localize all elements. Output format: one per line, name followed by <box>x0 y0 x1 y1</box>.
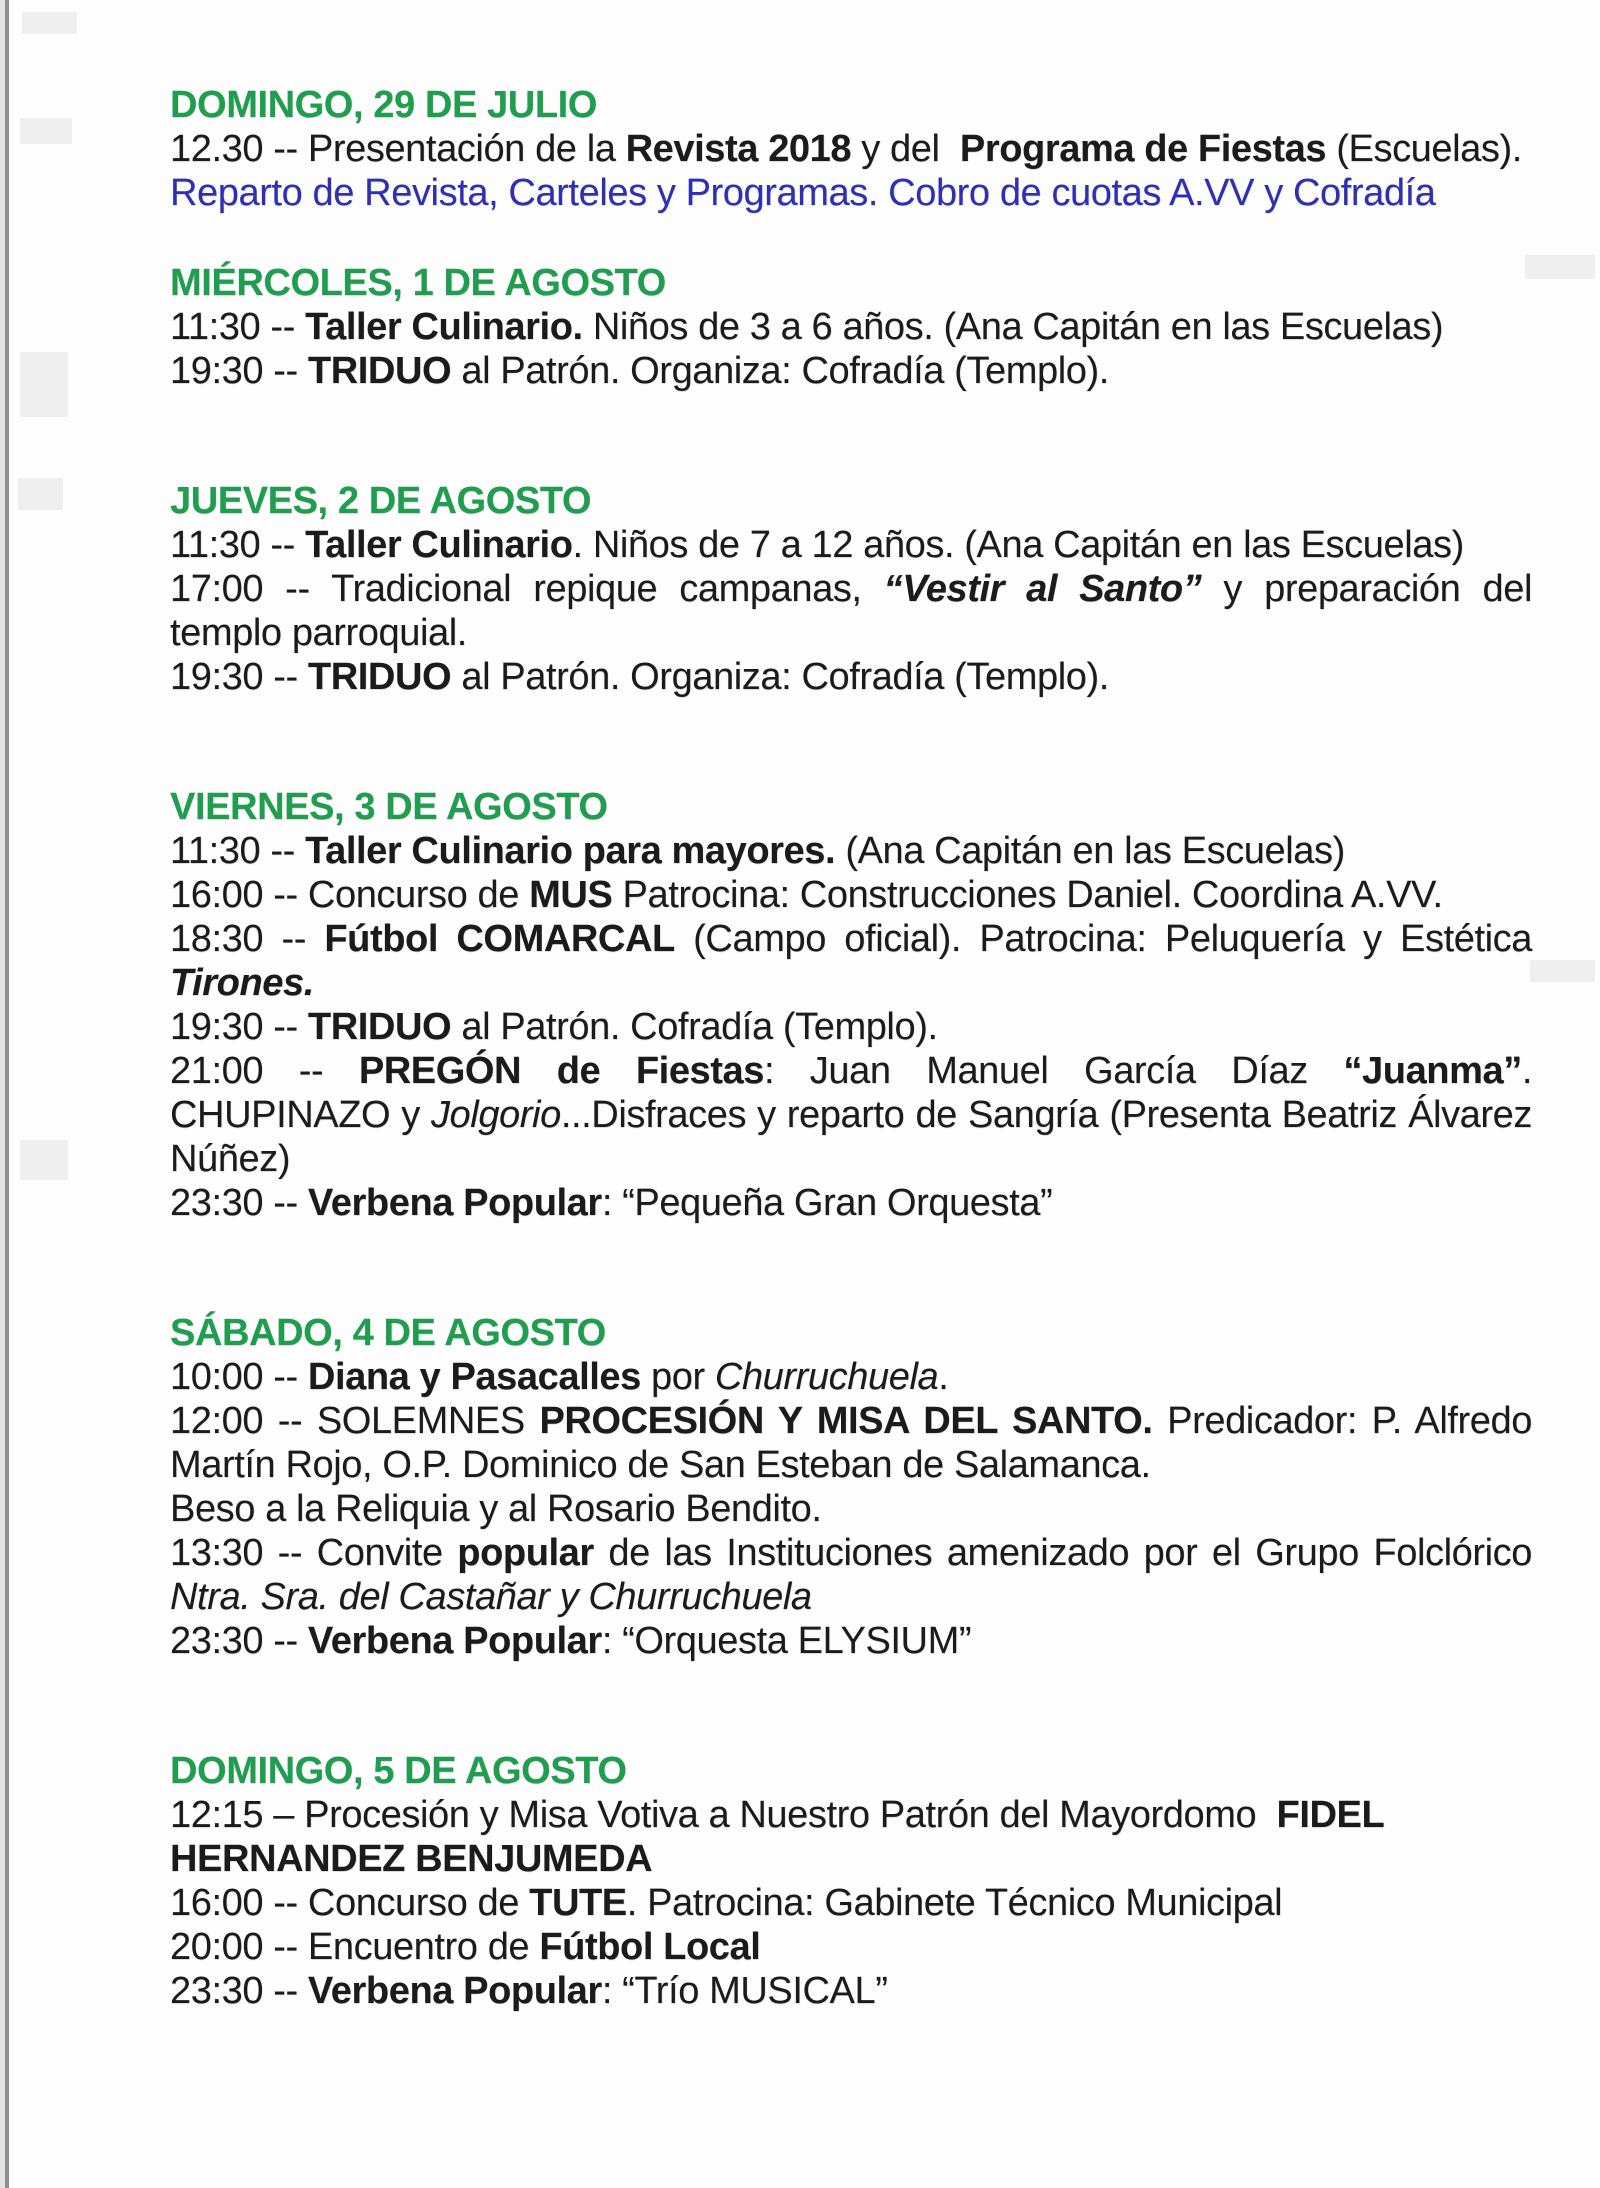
event-line <box>170 523 1532 567</box>
text-segment: Reparto de Revista, Carteles y Programas. Cobro de cuotas A.VV y Cofradía <box>170 172 1436 214</box>
event-line <box>170 1969 1532 2013</box>
event-line <box>170 1837 1532 1881</box>
text-segment: TRIDUO <box>307 656 452 698</box>
text-segment: TRIDUO <box>307 350 452 392</box>
event-line <box>170 655 1532 699</box>
text-segment: Programa de Fiestas <box>959 128 1327 170</box>
text-segment: 16:00 -- Concurso de <box>170 1882 530 1924</box>
scan-artifact <box>18 478 63 510</box>
text-segment: templo parroquial. <box>170 612 467 654</box>
section-heading: DOMINGO, 5 DE AGOSTO <box>170 1750 627 1792</box>
event-line <box>170 305 1532 349</box>
text-segment: Verbena Popular <box>307 1620 602 1662</box>
scan-artifact <box>20 118 72 144</box>
event-line <box>170 1793 1532 1837</box>
event-line <box>170 917 1532 961</box>
text-segment: Niños de 3 a 6 años. (Ana Capitán en las Escuelas) <box>582 306 1444 348</box>
text-segment: Churruchuela <box>714 1356 939 1398</box>
text-segment: 21:00 -- <box>170 1050 359 1092</box>
text-segment: Beso a la Reliquia y al Rosario Bendito. <box>170 1488 822 1530</box>
text-segment: 19:30 -- <box>170 350 308 392</box>
text-segment: . <box>1521 1050 1533 1092</box>
text-segment: 10:00 -- <box>170 1356 308 1398</box>
event-line <box>170 829 1532 873</box>
event-line <box>170 567 1532 611</box>
event-line <box>170 1925 1532 1969</box>
text-segment: Núñez) <box>170 1138 291 1180</box>
text-segment: 18:30 -- <box>170 918 325 960</box>
text-segment: de las Instituciones amenizado por el Grupo Folclórico <box>593 1532 1532 1574</box>
event-line <box>170 1093 1532 1137</box>
text-segment: CHUPINAZO y <box>170 1094 431 1136</box>
scan-artifact <box>1530 960 1595 982</box>
text-segment: 23:30 -- <box>170 1970 308 2012</box>
text-segment: Verbena Popular <box>307 1970 602 2012</box>
text-segment: 16:00 -- Concurso de <box>170 874 530 916</box>
text-segment: al Patrón. Organiza: Cofradía (Templo). <box>451 350 1109 392</box>
text-segment: Fútbol COMARCAL <box>324 918 675 960</box>
event-line <box>170 873 1532 917</box>
text-segment: Ntra. Sra. del Castañar y Churruchuela <box>170 1576 812 1618</box>
text-segment: . Niños de 7 a 12 años. (Ana Capitán en las Escuelas) <box>572 524 1464 566</box>
text-segment: 13:30 -- Convite <box>170 1532 458 1574</box>
text-segment: Taller Culinario para mayores. <box>305 830 836 872</box>
text-segment: MUS <box>529 874 613 916</box>
text-segment: PREGÓN de Fiestas <box>358 1050 765 1092</box>
text-segment: Verbena Popular <box>307 1182 602 1224</box>
text-segment: y del <box>851 128 960 170</box>
scan-artifact <box>1525 255 1595 279</box>
text-segment: 12.30 -- Presentación de la <box>170 128 626 170</box>
text-segment: Taller Culinario. <box>305 306 583 348</box>
text-segment: FIDEL <box>1276 1794 1385 1836</box>
section-heading: JUEVES, 2 DE AGOSTO <box>170 480 592 522</box>
event-line <box>170 171 1532 215</box>
schedule-section-4 <box>170 785 1532 1225</box>
text-segment: (Escuelas). <box>1326 128 1522 170</box>
text-segment: al Patrón. Cofradía (Templo). <box>451 1006 938 1048</box>
event-line <box>170 1399 1532 1443</box>
text-segment: 23:30 -- <box>170 1182 308 1224</box>
text-segment: Tirones. <box>170 962 314 1004</box>
text-segment: . Patrocina: Gabinete Técnico Municipal <box>626 1882 1283 1924</box>
text-segment: Fútbol Local <box>539 1926 761 1968</box>
text-segment: Predicador: P. Alfredo <box>1152 1400 1533 1442</box>
event-line <box>170 1005 1532 1049</box>
text-segment: : “Orquesta ELYSIUM” <box>601 1620 972 1662</box>
event-line <box>170 1487 1532 1531</box>
scan-artifact <box>22 12 77 34</box>
text-segment: (Ana Capitán en las Escuelas) <box>835 830 1345 872</box>
text-segment: y preparación del <box>1201 568 1532 610</box>
section-heading: SÁBADO, 4 DE AGOSTO <box>170 1312 606 1354</box>
text-segment: 11:30 -- <box>170 306 306 348</box>
schedule-section-6 <box>170 1749 1532 2013</box>
scan-artifact <box>20 1140 68 1180</box>
text-segment: TRIDUO <box>307 1006 452 1048</box>
event-line <box>170 1355 1532 1399</box>
text-segment: Patrocina: Construcciones Daniel. Coordina A.VV. <box>612 874 1443 916</box>
text-segment: Taller Culinario <box>305 524 573 566</box>
event-line <box>170 1575 1532 1619</box>
text-segment: HERNANDEZ BENJUMEDA <box>170 1838 653 1880</box>
text-segment: Martín Rojo, O.P. Dominico de San Esteban de Salamanca. <box>170 1444 1151 1486</box>
text-segment: al Patrón. Organiza: Cofradía (Templo). <box>451 656 1109 698</box>
section-heading: MIÉRCOLES, 1 DE AGOSTO <box>170 262 666 304</box>
text-segment: 11:30 -- <box>170 830 306 872</box>
event-line <box>170 349 1532 393</box>
event-line <box>170 1137 1532 1181</box>
text-segment: popular <box>457 1532 594 1574</box>
schedule-section-3 <box>170 479 1532 699</box>
text-segment: “Juanma” <box>1343 1050 1522 1092</box>
event-line <box>170 1181 1532 1225</box>
event-line <box>170 1443 1532 1487</box>
schedule-section-5 <box>170 1311 1532 1663</box>
text-segment: Jolgorio <box>430 1094 561 1136</box>
scan-artifact <box>20 352 68 417</box>
text-segment: 12:00 -- SOLEMNES <box>170 1400 540 1442</box>
event-line <box>170 1881 1532 1925</box>
section-heading: VIERNES, 3 DE AGOSTO <box>170 786 608 828</box>
schedule-section-1 <box>170 83 1532 215</box>
event-line <box>170 127 1532 171</box>
text-segment: (Campo oficial). Patrocina: Peluquería y Estética <box>674 918 1532 960</box>
event-line <box>170 961 1532 1005</box>
text-segment: : “Pequeña Gran Orquesta” <box>601 1182 1053 1224</box>
text-segment: TUTE <box>529 1882 627 1924</box>
text-segment: 19:30 -- <box>170 1006 308 1048</box>
event-line <box>170 611 1532 655</box>
text-segment: ...Disfraces y reparto de Sangría (Presenta Beatriz Álvarez <box>560 1094 1533 1136</box>
text-segment: 19:30 -- <box>170 656 308 698</box>
text-segment: . <box>938 1356 949 1398</box>
text-segment: Revista 2018 <box>625 128 852 170</box>
text-segment: : Juan Manuel García Díaz <box>764 1050 1344 1092</box>
text-segment: 17:00 -- Tradicional repique campanas, <box>170 568 884 610</box>
text-segment: : “Trío MUSICAL” <box>601 1970 888 2012</box>
event-line <box>170 1531 1532 1575</box>
schedule <box>170 83 1532 2013</box>
text-segment: por <box>640 1356 715 1398</box>
text-segment: 23:30 -- <box>170 1620 308 1662</box>
text-segment: “Vestir al Santo” <box>883 568 1202 610</box>
text-segment: PROCESIÓN Y MISA DEL SANTO. <box>539 1400 1153 1442</box>
text-segment: 11:30 -- <box>170 524 306 566</box>
section-heading: DOMINGO, 29 DE JULIO <box>170 84 597 126</box>
schedule-section-2 <box>170 261 1532 393</box>
event-line <box>170 1049 1532 1093</box>
text-segment: 12:15 – Procesión y Misa Votiva a Nuestro Patrón del Mayordomo <box>170 1794 1277 1836</box>
text-segment: Diana y Pasacalles <box>307 1356 641 1398</box>
event-line <box>170 1619 1532 1663</box>
text-segment: 20:00 -- Encuentro de <box>170 1926 540 1968</box>
scan-edge-line <box>5 0 9 2188</box>
